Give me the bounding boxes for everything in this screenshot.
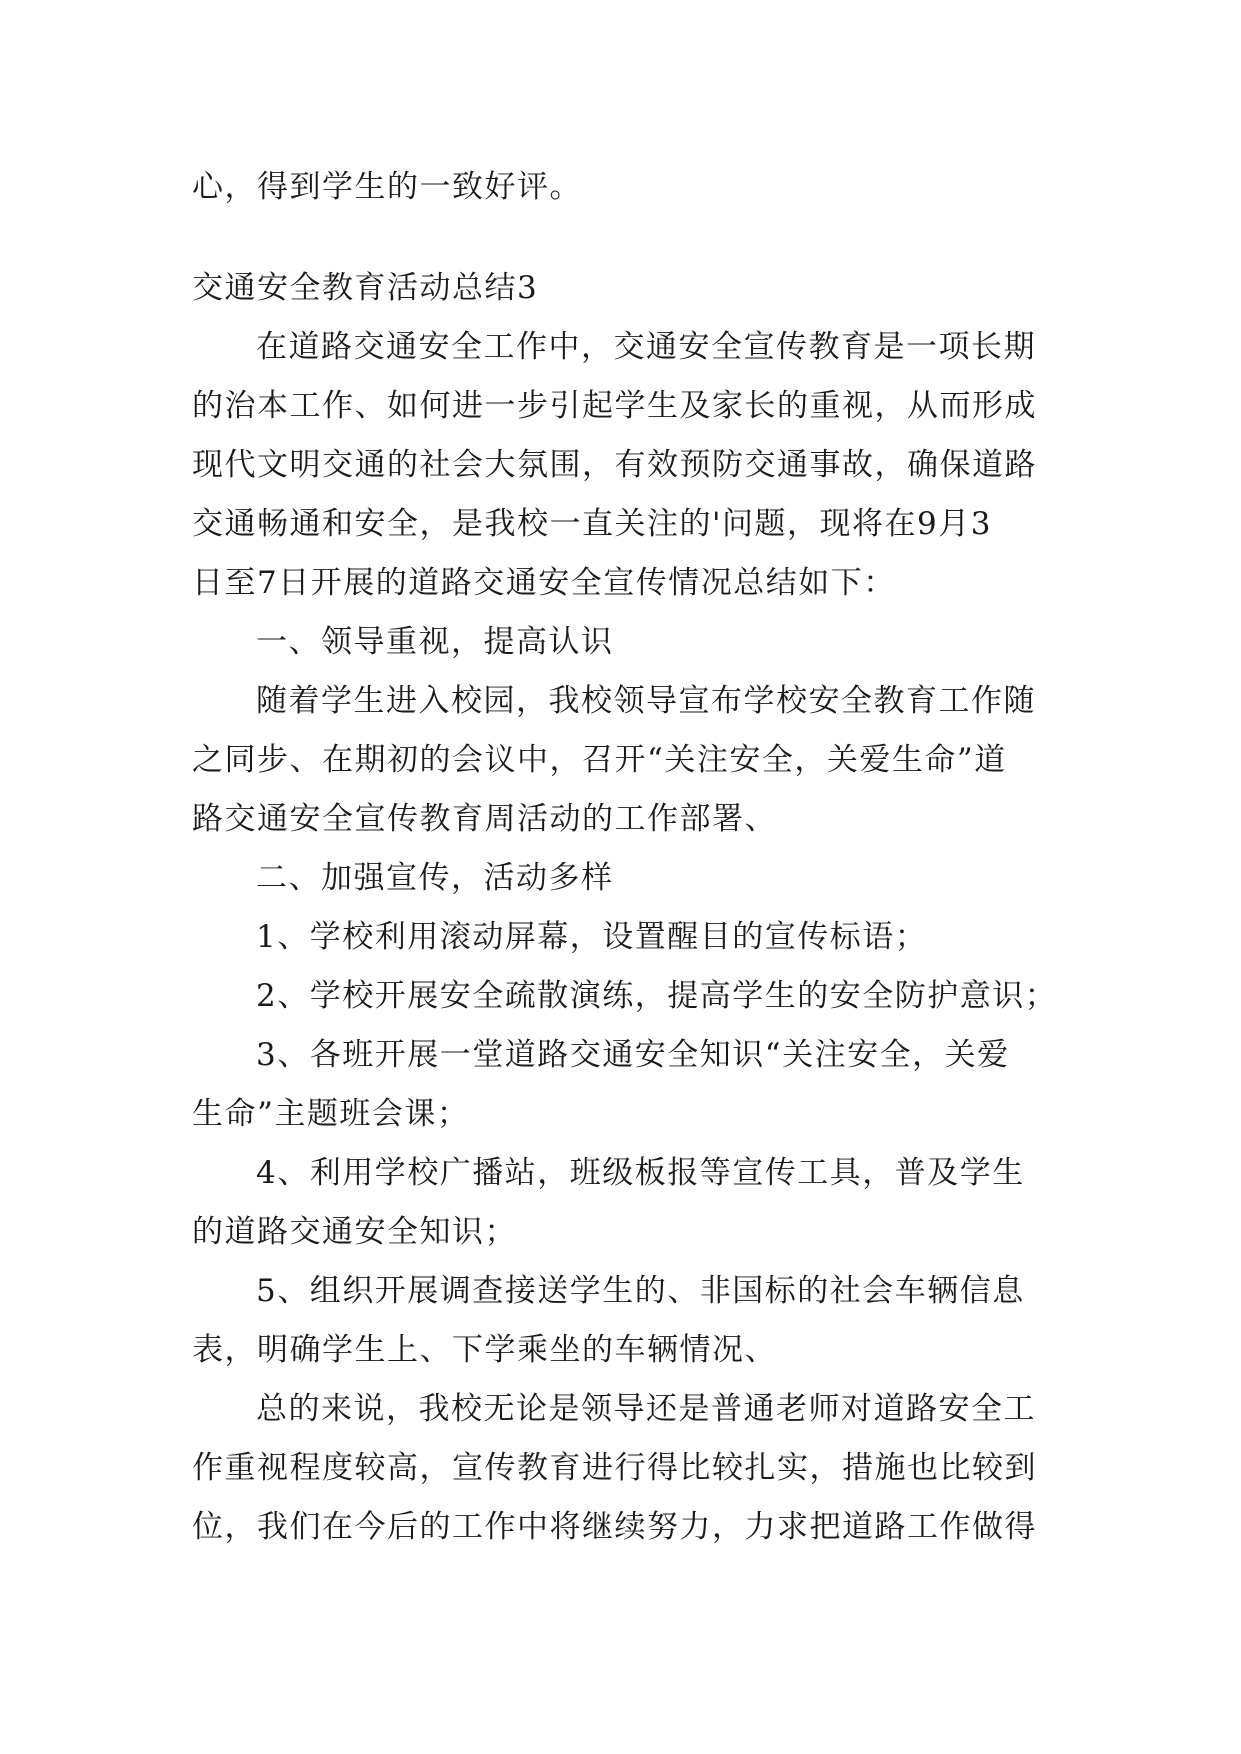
list-item-continuation: 生命”主题班会课； [192, 1096, 470, 1132]
paragraph-line: 作重视程度较高，宣传教育进行得比较扎实，措施也比较到 [192, 1450, 1037, 1486]
paragraph-line: 心，得到学生的一致好评。 [192, 169, 582, 205]
list-item: 5、组织开展调查接送学生的、非国标的社会车辆信息 [256, 1273, 1025, 1309]
list-item: 2、学校开展安全疏散演练，提高学生的安全防护意识； [256, 978, 1058, 1014]
paragraph-line: 日至7日开展的道路交通安全宣传情况总结如下： [192, 565, 896, 601]
section-title: 交通安全教育活动总结3 [192, 270, 539, 306]
paragraph-line: 的治本工作、如何进一步引起学生及家长的重视，从而形成 [192, 388, 1037, 424]
paragraph-line: 交通畅通和安全，是我校一直关注的'问题，现将在9月3 [192, 506, 992, 542]
paragraph-line: 之同步、在期初的会议中，召开“关注安全，关爱生命”道 [192, 742, 1007, 778]
paragraph-line: 位，我们在今后的工作中将继续努力，力求把道路工作做得 [192, 1509, 1037, 1545]
list-item: 4、利用学校广播站，班级板报等宣传工具，普及学生 [256, 1155, 1025, 1191]
paragraph-line: 随着学生进入校园，我校领导宣布学校安全教育工作随 [256, 683, 1036, 719]
list-item-continuation: 表，明确学生上、下学乘坐的车辆情况、 [192, 1332, 777, 1368]
paragraph-line: 在道路交通安全工作中，交通安全宣传教育是一项长期 [256, 329, 1036, 365]
paragraph-line: 路交通安全宣传教育周活动的工作部署、 [192, 801, 777, 837]
subheading-line: 二、加强宣传，活动多样 [256, 860, 614, 896]
list-item: 3、各班开展一堂道路交通安全知识“关注安全，关爱 [256, 1037, 1010, 1073]
document-body [192, 158, 1062, 1557]
paragraph-line: 总的来说，我校无论是领导还是普通老师对道路安全工 [256, 1391, 1036, 1427]
subheading-line: 一、领导重视，提高认识 [256, 624, 614, 660]
list-item: 1、学校利用滚动屏幕，设置醒目的宣传标语； [256, 919, 928, 955]
paragraph-line: 现代文明交通的社会大氛围，有效预防交通事故，确保道路 [192, 447, 1037, 483]
list-item-continuation: 的道路交通安全知识； [192, 1214, 517, 1250]
